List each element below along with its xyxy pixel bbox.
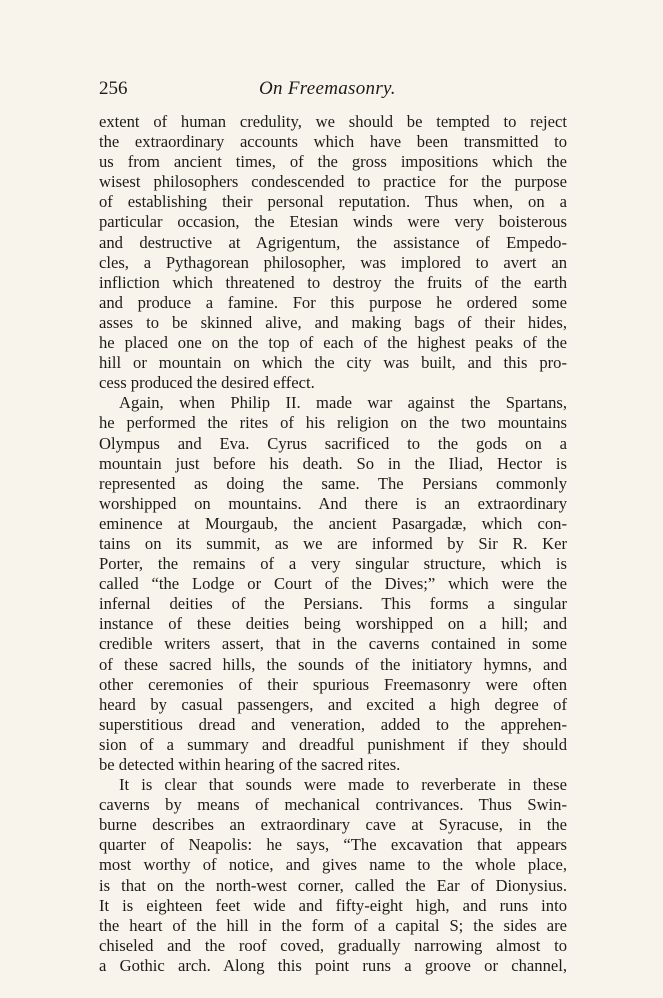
text-line: and produce a famine. For this purpose he ordered some xyxy=(99,292,567,312)
text-line: It is eighteen feet wide and fifty-eight high, and runs into xyxy=(99,895,567,915)
text-line: chiseled and the roof coved, gradually narrowing almost to xyxy=(99,935,567,955)
text-line: represented as doing the same. The Persians commonly xyxy=(99,473,567,493)
text-line: other ceremonies of their spurious Freemasonry were often xyxy=(99,674,567,694)
text-line: eminence at Mourgaub, the ancient Pasargadæ, which con- xyxy=(99,513,567,533)
text-line: be detected within hearing of the sacred rites. xyxy=(99,755,401,774)
text-line: the extraordinary accounts which have been transmitted to xyxy=(99,132,567,152)
text-line: is that on the north-west corner, called the Ear of Dionysius. xyxy=(99,875,567,895)
text-line: hill or mountain on which the city was built, and this pro- xyxy=(99,353,567,373)
text-line: asses to be skinned alive, and making bags of their hides, xyxy=(99,312,567,332)
text-line: us from ancient times, of the gross impositions which the xyxy=(99,152,567,172)
text-line: most worthy of notice, and gives name to the whole place, xyxy=(99,855,567,875)
text-line: infliction which threatened to destroy the fruits of the earth xyxy=(99,272,567,292)
body-text xyxy=(99,112,567,976)
text-line: quarter of Neapolis: he says, “The excavation that appears xyxy=(99,835,567,855)
text-line: he placed one on the top of each of the highest peaks of the xyxy=(99,333,567,353)
text-line: burne describes an extraordinary cave at Syracuse, in the xyxy=(99,815,567,835)
text-line: of these sacred hills, the sounds of the initiatory hymns, and xyxy=(99,654,567,674)
text-line: caverns by means of mechanical contrivances. Thus Swin- xyxy=(99,795,567,815)
text-line: Porter, the remains of a very singular structure, which is xyxy=(99,554,567,574)
text-line: called “the Lodge or Court of the Dives;” which were the xyxy=(99,574,567,594)
text-line: instance of these deities being worshipped on a hill; and xyxy=(99,614,567,634)
text-line: and destructive at Agrigentum, the assistance of Empedo- xyxy=(99,232,567,252)
text-line: mountain just before his death. So in the Iliad, Hector is xyxy=(99,453,567,473)
text-line: It is clear that sounds were made to reverberate in these xyxy=(119,775,567,795)
text-line: particular occasion, the Etesian winds were very boisterous xyxy=(99,212,567,232)
text-line: a Gothic arch. Along this point runs a groove or channel, xyxy=(99,955,567,975)
text-line: extent of human credulity, we should be tempted to reject xyxy=(99,112,567,131)
text-line: the heart of the hill in the form of a capital S; the sides are xyxy=(99,915,567,935)
text-line: cles, a Pythagorean philosopher, was implored to avert an xyxy=(99,252,567,272)
page-header xyxy=(99,74,567,104)
text-line: wisest philosophers condescended to practice for the purpose xyxy=(99,172,567,192)
text-line: credible writers assert, that in the caverns contained in some xyxy=(99,634,567,654)
running-title: On Freemasonry. xyxy=(259,78,396,99)
text-line: Olympus and Eva. Cyrus sacrificed to the gods on a xyxy=(99,433,567,453)
text-line: cess produced the desired effect. xyxy=(99,373,315,393)
text-line: Again, when Philip II. made war against the Spartans, xyxy=(119,393,567,413)
text-line: of establishing their personal reputation. Thus when, on a xyxy=(99,192,567,212)
text-line: superstitious dread and veneration, added to the apprehen- xyxy=(99,714,567,734)
text-line: infernal deities of the Persians. This forms a singular xyxy=(99,594,567,614)
text-line: worshipped on mountains. And there is an extraordinary xyxy=(99,493,567,513)
page-number: 256 xyxy=(99,78,128,99)
text-line: heard by casual passengers, and excited a high degree of xyxy=(99,694,567,714)
text-line: he performed the rites of his religion on the two mountains xyxy=(99,413,567,433)
text-line: tains on its summit, as we are informed by Sir R. Ker xyxy=(99,533,567,553)
text-line: sion of a summary and dreadful punishment if they should xyxy=(99,734,567,754)
